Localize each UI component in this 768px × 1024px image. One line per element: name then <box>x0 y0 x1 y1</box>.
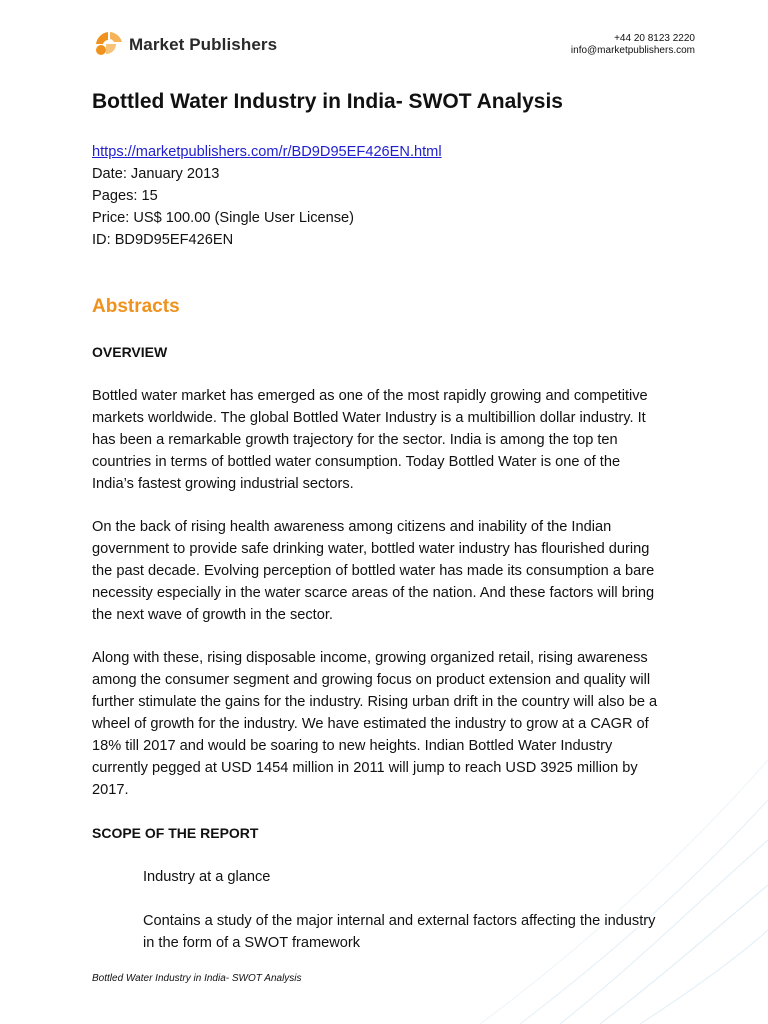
scope-item-1 <box>143 866 723 888</box>
paragraph-line: necessity especially in the water scarce areas of the nation. And these factors will bring <box>92 585 655 601</box>
scope-item-2 <box>143 910 723 954</box>
contact-email[interactable]: info@marketpublishers.com <box>570 45 695 56</box>
scope-line: in the form of a SWOT framework <box>143 935 361 951</box>
report-id: ID: BD9D95EF426EN <box>92 232 234 248</box>
report-title: Bottled Water Industry in India- SWOT Analysis <box>92 90 563 113</box>
report-date: Date: January 2013 <box>92 166 220 182</box>
paragraph-line: among the consumer segment and growing focus on product extension and quality will <box>92 672 651 688</box>
paragraph-line: the past decade. Evolving perception of bottled water has made its consumption a bare <box>92 563 655 579</box>
paragraph-line: Bottled water market has emerged as one of the most rapidly growing and competitive <box>92 388 648 404</box>
paragraph-line: 18% till 2017 and would be soaring to new heights. Indian Bottled Water Industry <box>92 738 613 754</box>
scope-line: Contains a study of the major internal and external factors affecting the industry <box>143 913 656 929</box>
paragraph-line: markets worldwide. The global Bottled Water Industry is a multibillion dollar industry. It <box>92 410 646 426</box>
overview-paragraph-3 <box>92 647 712 801</box>
overview-heading: OVERVIEW <box>92 344 168 360</box>
paragraph-line: countries in terms of bottled water consumption. Today Bottled Water is one of the <box>92 454 621 470</box>
contact-phone: +44 20 8123 2220 <box>614 33 695 44</box>
abstracts-heading: Abstracts <box>92 296 180 317</box>
page-footer: Bottled Water Industry in India- SWOT Analysis <box>92 973 302 984</box>
paragraph-line: has been a remarkable growth trajectory for the sector. India is among the top ten <box>92 432 618 448</box>
scope-heading: SCOPE OF THE REPORT <box>92 825 259 841</box>
paragraph-line: India’s fastest growing industrial sectors. <box>92 476 354 492</box>
brand-name: Market Publishers <box>129 35 278 54</box>
paragraph-line: currently pegged at USD 1454 million in 2011 will jump to reach USD 3925 million by <box>92 760 638 776</box>
paragraph-line: Along with these, rising disposable income, growing organized retail, rising awareness <box>92 650 648 666</box>
contact-info <box>571 33 695 57</box>
orange-fan-logo-icon <box>94 28 124 58</box>
overview-paragraph-1 <box>92 385 712 495</box>
paragraph-line: 2017. <box>92 782 129 798</box>
report-url-link[interactable]: https://marketpublishers.com/r/BD9D95EF426EN.html <box>92 144 442 160</box>
paragraph-line: government to provide safe drinking water, bottled water industry has flourished during <box>92 541 650 557</box>
report-meta <box>92 141 442 251</box>
brand-logo[interactable] <box>94 27 277 59</box>
paragraph-line: On the back of rising health awareness among citizens and inability of the Indian <box>92 519 612 535</box>
report-price: Price: US$ 100.00 (Single User License) <box>92 210 355 226</box>
overview-paragraph-2 <box>92 516 712 626</box>
paragraph-line: the next wave of growth in the sector. <box>92 607 333 623</box>
paragraph-line: wheel of growth for the industry. We have estimated the industry to grow at a CAGR of <box>92 716 649 732</box>
paragraph-line: further stimulate the gains for the industry. Rising urban drift in the country will also be a <box>92 694 658 710</box>
scope-line: Industry at a glance <box>143 869 271 885</box>
report-pages: Pages: 15 <box>92 188 158 204</box>
